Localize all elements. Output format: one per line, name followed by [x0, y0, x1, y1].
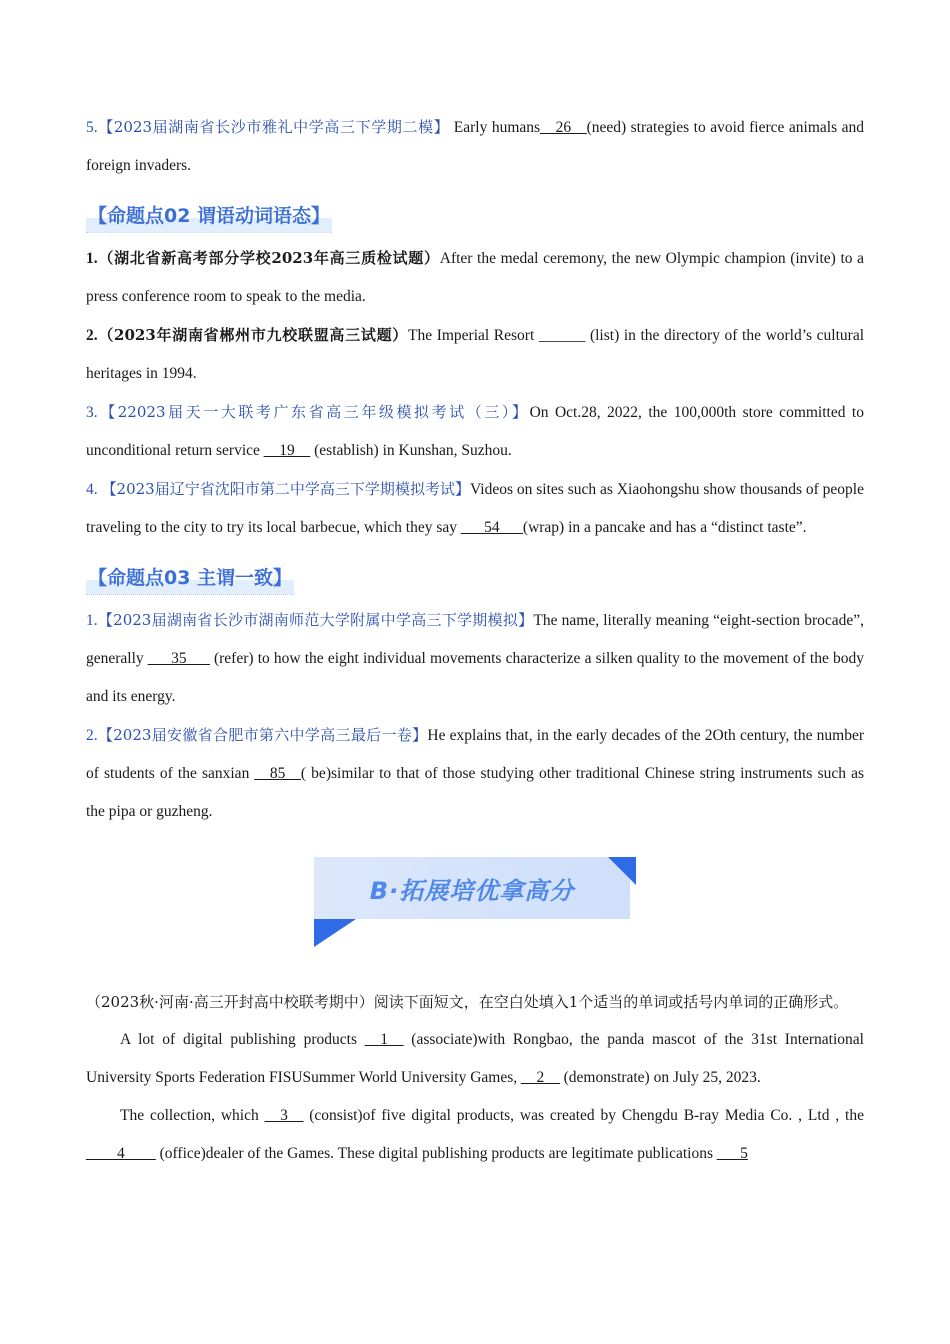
banner-corner-top-right	[608, 857, 636, 885]
question-text: On Oct.28, 2022, the 100,000th store committed to unconditional return service	[86, 404, 864, 459]
s2-question-4	[86, 470, 864, 547]
passage-text: (associate)with Rongbao, the panda mascot of the 31st International University Sports Federation FISUSummer World University Games,	[86, 1031, 864, 1086]
question-source: 【2023届湖南省长沙市雅礼中学高三下学期二模】	[97, 118, 450, 136]
s2-question-2	[86, 316, 864, 393]
question-number: 4.	[86, 481, 98, 498]
question-source: 【2023届辽宁省沈阳市第二中学高三下学期模拟考试】	[101, 480, 471, 498]
question-number: 2.	[86, 327, 98, 344]
question-text: (wrap) in a pancake and has a “distinct taste”.	[522, 519, 807, 536]
passage-paragraph-1	[86, 1021, 864, 1097]
passage-text: A lot of digital publishing products	[120, 1031, 365, 1048]
question-source: 【2023届湖南省长沙市湖南师范大学附属中学高三下学期模拟】	[97, 611, 534, 629]
question-number: 1.	[86, 612, 98, 629]
passage-text: (consist)of five digital products, was created by Chengdu B-ray Media Co. , Ltd , the	[303, 1107, 864, 1124]
answer-blank[interactable]: __3__	[264, 1107, 304, 1124]
question-text: (refer) to how the eight individual movements characterize a silken quality to the movement of the body and its energy.	[86, 650, 864, 705]
question-number: 3.	[86, 404, 98, 421]
answer-blank[interactable]: __2__	[521, 1069, 560, 1086]
question-number: 5.	[86, 119, 98, 136]
banner-title: B·拓展培优拿高分	[369, 877, 575, 905]
s3-question-1	[86, 601, 864, 716]
passage-text: The collection, which	[120, 1107, 265, 1124]
s2-question-1	[86, 239, 864, 316]
passage-paragraph-2	[86, 1097, 864, 1173]
passage-instructions: （2023秋·河南·高三开封高中校联考期中）阅读下面短文，在空白处填入1个适当的单词或括号内单词的正确形式。	[86, 993, 849, 1011]
question-text: The name, literally meaning “eight-section brocade”, generally	[86, 612, 864, 667]
question-text: ( be)similar to that of those studying other traditional Chinese string instruments such as the pipa or guzheng.	[86, 765, 864, 820]
question-source: （湖北省新高考部分学校2023年高三质检试题）	[97, 249, 440, 267]
question-text: The Imperial Resort ______ (list) in the directory of the world’s cultural heritages in 1994.	[86, 327, 865, 382]
question-text: Videos on sites such as Xiaohongshu show thousands of people traveling to the city to try its local barbecue, which they say	[86, 481, 864, 536]
question-text: (establish) in Kunshan, Suzhou.	[310, 442, 512, 459]
answer-blank[interactable]: ___5	[716, 1145, 748, 1162]
answer-blank[interactable]: ___54___	[460, 519, 523, 536]
question-5	[86, 108, 864, 185]
question-source: （2023年湖南省郴州市九校联盟高三试题）	[97, 326, 409, 344]
passage-text: (demonstrate) on July 25, 2023.	[559, 1069, 761, 1086]
s3-question-2	[86, 716, 864, 831]
question-text: He explains that, in the early decades of the 2Oth century, the number of students of the sanxian	[86, 727, 864, 782]
question-text: Early humans	[449, 119, 541, 136]
question-source: 【2023届安徽省合肥市第六中学高三最后一卷】	[97, 726, 428, 744]
question-text: (need) strategies to avoid fierce animals and foreign invaders.	[86, 119, 864, 174]
answer-blank[interactable]: __19__	[263, 442, 311, 459]
answer-blank[interactable]: __1__	[364, 1031, 404, 1048]
answer-blank[interactable]: ____4____	[86, 1145, 156, 1162]
section-heading-02: 【命题点02 谓语动词语态】	[86, 201, 332, 233]
question-number: 2.	[86, 727, 98, 744]
document-page	[86, 108, 864, 1173]
section-banner	[86, 857, 864, 975]
section-heading-03: 【命题点03 主谓一致】	[86, 563, 294, 595]
question-number: 1.	[86, 250, 98, 267]
banner-corner-bottom-left	[314, 919, 356, 947]
answer-blank[interactable]: __26__	[540, 119, 587, 136]
passage-text: (office)dealer of the Games. These digital publishing products are legitimate publications	[155, 1145, 717, 1162]
s2-question-3	[86, 393, 864, 470]
question-source: 【22023届天一大联考广东省高三年级模拟考试（三）】	[97, 403, 530, 421]
answer-blank[interactable]: __85__	[254, 765, 301, 782]
banner-background	[314, 857, 630, 919]
question-text: After the medal ceremony, the new Olympic champion (invite) to a press conference room to speak to the media.	[86, 250, 864, 305]
answer-blank[interactable]: ___35___	[147, 650, 210, 667]
